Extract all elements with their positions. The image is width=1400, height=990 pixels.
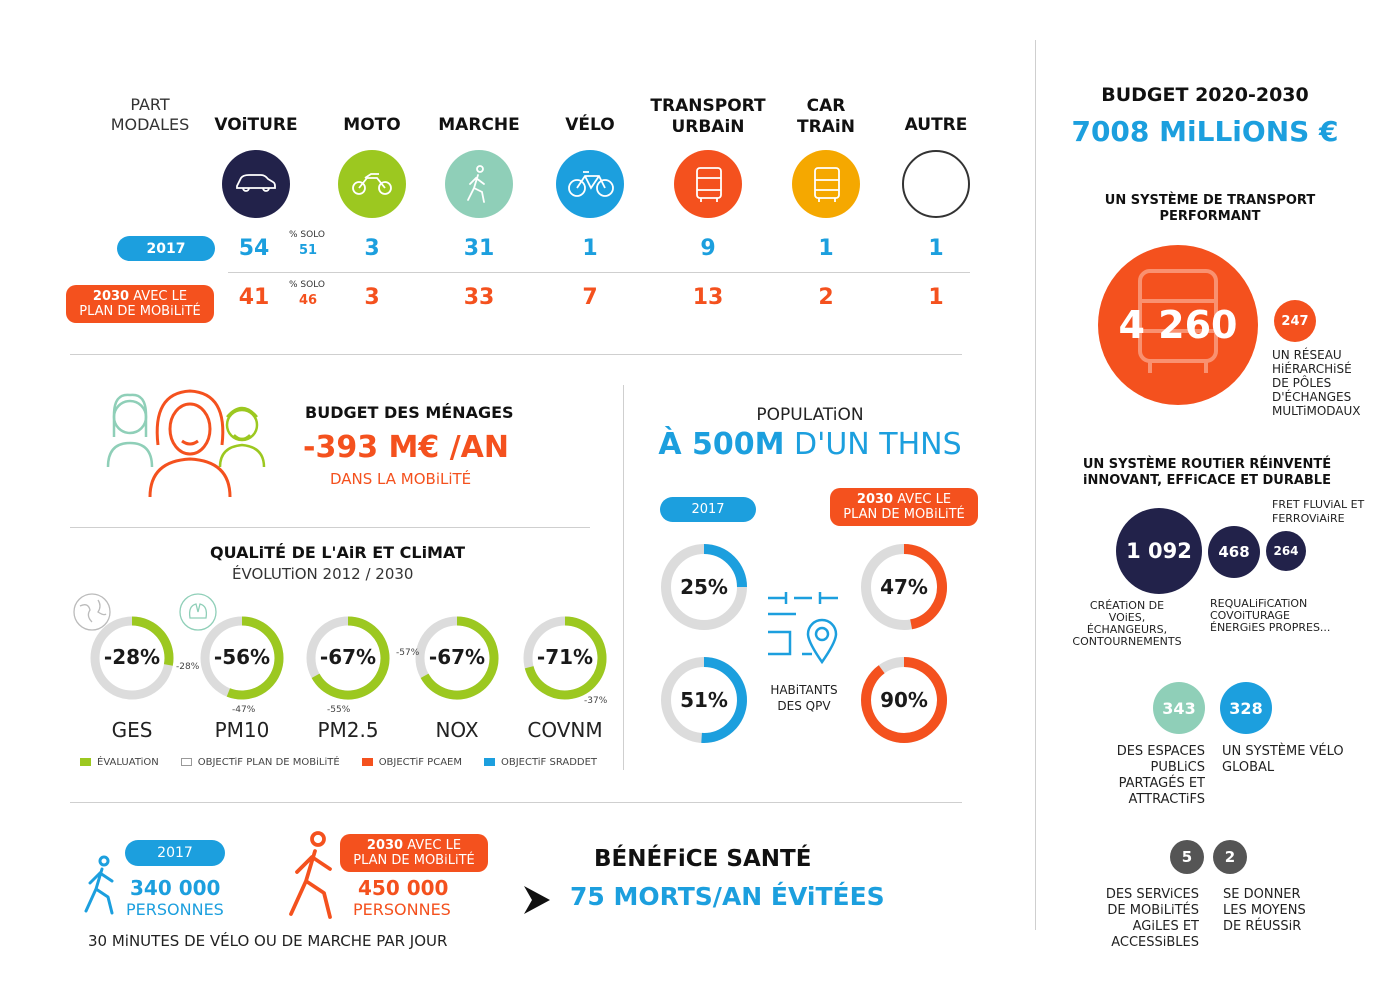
road-main-caption-line: CONTOURNEMENTS	[1072, 635, 1182, 648]
row2017-value-5: 1	[818, 236, 834, 261]
menages-title: BUDGET DES MÉNAGES	[305, 403, 514, 422]
row-2017-label: 2017	[117, 236, 215, 261]
sante-footnote: 30 MiNUTES DE VÉLO OU DE MARCHE PAR JOUR	[88, 932, 448, 950]
air-plan-note-3: -57%	[396, 648, 420, 658]
moyens-circle: 2	[1213, 840, 1247, 874]
legend-pcaem: OBJECTiF PCAEM	[362, 757, 462, 768]
people-illustration	[100, 385, 280, 500]
divider-menages	[70, 527, 590, 528]
air-name-3: NOX	[435, 718, 479, 742]
population-value-2: 47%	[880, 575, 928, 599]
hub-caption-line: DE PÔLES	[1272, 376, 1332, 390]
air-value-2: -67%	[319, 645, 377, 669]
empty-circle-icon	[902, 150, 970, 218]
services-caption-line: AGiLES ET	[1132, 919, 1199, 934]
air-value-3: -67%	[428, 645, 486, 669]
sante-subtitle: 75 MORTS/AN ÉViTÉES	[570, 882, 885, 911]
mode-label-5: CAR TRAiN	[797, 96, 855, 137]
air-name-1: PM10	[214, 718, 270, 742]
walker-blue-icon	[82, 855, 122, 915]
air-plan-note-1: -47%	[232, 705, 256, 715]
population-headline: À 500M D'UN THNS	[658, 427, 962, 462]
transport-title: UN SYSTÈME DE TRANSPORT PERFORMANT	[1104, 193, 1316, 224]
espaces-caption-line: DES ESPACES	[1116, 744, 1205, 759]
population-value-3: 90%	[880, 688, 928, 712]
divider-sante	[70, 802, 962, 803]
sante-2017-value: 340 000	[130, 876, 221, 900]
road-mid-caption-line: COVOiTURAGE	[1210, 609, 1290, 622]
budget-title: BUDGET 2020-2030	[1101, 84, 1309, 106]
row2030-value-0: 41	[238, 285, 270, 310]
menages-sub: DANS LA MOBiLiTÉ	[330, 470, 472, 488]
legend-evaluation: ÉVALUATiON	[80, 757, 159, 768]
population-title: POPULATiON	[756, 405, 864, 425]
solo-value-2017: 51	[299, 243, 318, 258]
mode-label-2: MARCHE	[438, 115, 520, 135]
sante-2030-label: 2030 AVEC LE PLAN DE MOBiLiTÉ	[340, 834, 488, 872]
row2030-value-3: 7	[582, 285, 598, 310]
motorcycle-icon	[338, 150, 406, 218]
bus-icon	[674, 150, 742, 218]
row2017-value-4: 9	[700, 236, 716, 261]
solo-label-2030: % SOLO	[289, 280, 325, 290]
mode-label-1: MOTO	[343, 115, 401, 135]
road-mid-caption-line: ÉNERGiES PROPRES...	[1210, 621, 1331, 634]
services-caption	[1080, 887, 1199, 951]
sante-2017-unit: PERSONNES	[126, 900, 224, 919]
mode-label-4: TRANSPORT URBAiN	[650, 96, 766, 137]
sante-2030-unit: PERSONNES	[353, 900, 451, 919]
row2017-value-6: 1	[928, 236, 944, 261]
row2017-value-1: 3	[364, 236, 380, 261]
modal-title: PART MODALES	[110, 95, 190, 134]
walker-icon	[445, 150, 513, 218]
services-caption-line: DE MOBiLiTÉS	[1107, 903, 1199, 918]
air-name-2: PM2.5	[317, 718, 379, 742]
road-main-circle: 1 092	[1116, 508, 1202, 594]
air-title: QUALiTÉ DE L'AiR ET CLiMAT	[210, 543, 466, 562]
row2030-value-5: 2	[818, 285, 834, 310]
moyens-caption-line: DE RÉUSSiR	[1223, 919, 1302, 934]
velo-circle: 328	[1220, 682, 1272, 734]
velo-caption	[1222, 744, 1344, 776]
road-small-caption-line: FRET FLUViAL ET	[1272, 498, 1365, 511]
air-plan-note-2: -55%	[327, 705, 351, 715]
row2017-value-0: 54	[238, 236, 270, 261]
road-main-caption	[1072, 600, 1182, 648]
mode-label-6: AUTRE	[904, 115, 968, 135]
divider-population	[623, 385, 624, 770]
road-mid-circle: 468	[1208, 526, 1260, 578]
air-value-0: -28%	[103, 645, 161, 669]
bicycle-icon	[556, 150, 624, 218]
row2017-value-2: 31	[463, 236, 495, 261]
sante-2017-label: 2017	[125, 840, 225, 866]
coach-icon	[792, 150, 860, 218]
air-legend	[80, 757, 620, 768]
population-2017-label: 2017	[660, 497, 756, 522]
transport-circle	[1098, 245, 1258, 405]
row-2030-label: 2030 AVEC LE PLAN DE MOBiLiTÉ	[66, 285, 214, 323]
solo-label-2017: % SOLO	[289, 230, 325, 240]
air-subtitle: ÉVOLUTiON 2012 / 2030	[232, 565, 414, 583]
hub-caption	[1272, 348, 1361, 418]
air-plan-note-4: -37%	[584, 696, 608, 706]
air-name-4: COVNM	[527, 718, 603, 742]
road-mid-caption	[1210, 598, 1330, 634]
velo-caption-line: GLOBAL	[1222, 760, 1275, 775]
espaces-caption-line: PUBLiCS	[1150, 760, 1205, 775]
divider-modal	[70, 354, 962, 355]
road-small-caption-line: FERROViAiRE	[1272, 512, 1345, 525]
car-icon	[222, 150, 290, 218]
menages-value: -393 M€ /AN	[303, 430, 509, 465]
road-main-caption-line: ÉCHANGEURS,	[1086, 623, 1168, 636]
legend-plan: OBJECTiF PLAN DE MOBiLiTÉ	[181, 757, 340, 768]
services-caption-line: DES SERViCES	[1105, 887, 1199, 902]
walker-orange-icon	[285, 830, 345, 920]
population-value-0: 25%	[680, 575, 728, 599]
mode-label-3: VÉLO	[565, 115, 615, 135]
espaces-circle: 343	[1153, 682, 1205, 734]
road-title: UN SYSTÈME ROUTiER RÉiNVENTÉ iNNOVANT, EFFiCACE ET DURABLE	[1082, 457, 1332, 488]
air-value-1: -56%	[213, 645, 271, 669]
services-circle: 5	[1170, 840, 1204, 874]
qpv-map-icon	[766, 592, 842, 672]
qpv-caption: HABiTANTS DES QPV	[770, 683, 838, 713]
legend-sraddet: OBJECTiF SRADDET	[484, 757, 597, 768]
air-value-4: -71%	[536, 645, 594, 669]
moyens-caption-line: LES MOYENS	[1223, 903, 1306, 918]
population-2030-label: 2030 AVEC LE PLAN DE MOBiLiTÉ	[830, 488, 978, 526]
mode-label-0: VOiTURE	[214, 115, 298, 135]
hub-caption-line: MULTiMODAUX	[1272, 404, 1361, 418]
air-plan-note-0: -28%	[176, 662, 200, 672]
budget-amount: 7008 MiLLiONS €	[1071, 115, 1339, 148]
hub-caption-line: UN RÉSEAU	[1272, 348, 1342, 362]
row2030-value-1: 3	[364, 285, 380, 310]
sante-title: BÉNÉFiCE SANTÉ	[594, 846, 812, 872]
hub-caption-line: HiÉRARCHiSÉ	[1272, 362, 1352, 376]
espaces-caption	[1090, 744, 1205, 808]
road-small-circle: 264	[1266, 531, 1306, 571]
road-small-caption	[1272, 498, 1364, 526]
population-value-1: 51%	[680, 688, 728, 712]
hub-circle: 247	[1274, 300, 1316, 342]
espaces-caption-line: PARTAGÉS ET	[1118, 776, 1205, 791]
transport-value: 4 260	[1118, 303, 1238, 347]
row2030-value-4: 13	[692, 285, 724, 310]
row2030-value-2: 33	[463, 285, 495, 310]
arrow-right-icon	[522, 884, 552, 916]
sante-2030-value: 450 000	[358, 876, 449, 900]
solo-value-2030: 46	[299, 293, 318, 308]
right-column-divider	[1035, 40, 1036, 930]
divider-table	[228, 272, 970, 273]
moyens-caption-line: SE DONNER	[1223, 887, 1301, 902]
services-caption-line: ACCESSiBLES	[1111, 935, 1199, 950]
espaces-caption-line: ATTRACTiFS	[1128, 792, 1205, 807]
velo-caption-line: UN SYSTÈME VÉLO	[1222, 744, 1344, 759]
road-mid-caption-line: REQUALiFiCATiON	[1210, 597, 1308, 610]
row2030-value-6: 1	[928, 285, 944, 310]
air-name-0: GES	[111, 718, 153, 742]
moyens-caption	[1223, 887, 1306, 935]
road-main-caption-line: CRÉATiON DE VOiES,	[1089, 599, 1165, 624]
row2017-value-3: 1	[582, 236, 598, 261]
hub-caption-line: D'ÉCHANGES	[1272, 390, 1352, 404]
